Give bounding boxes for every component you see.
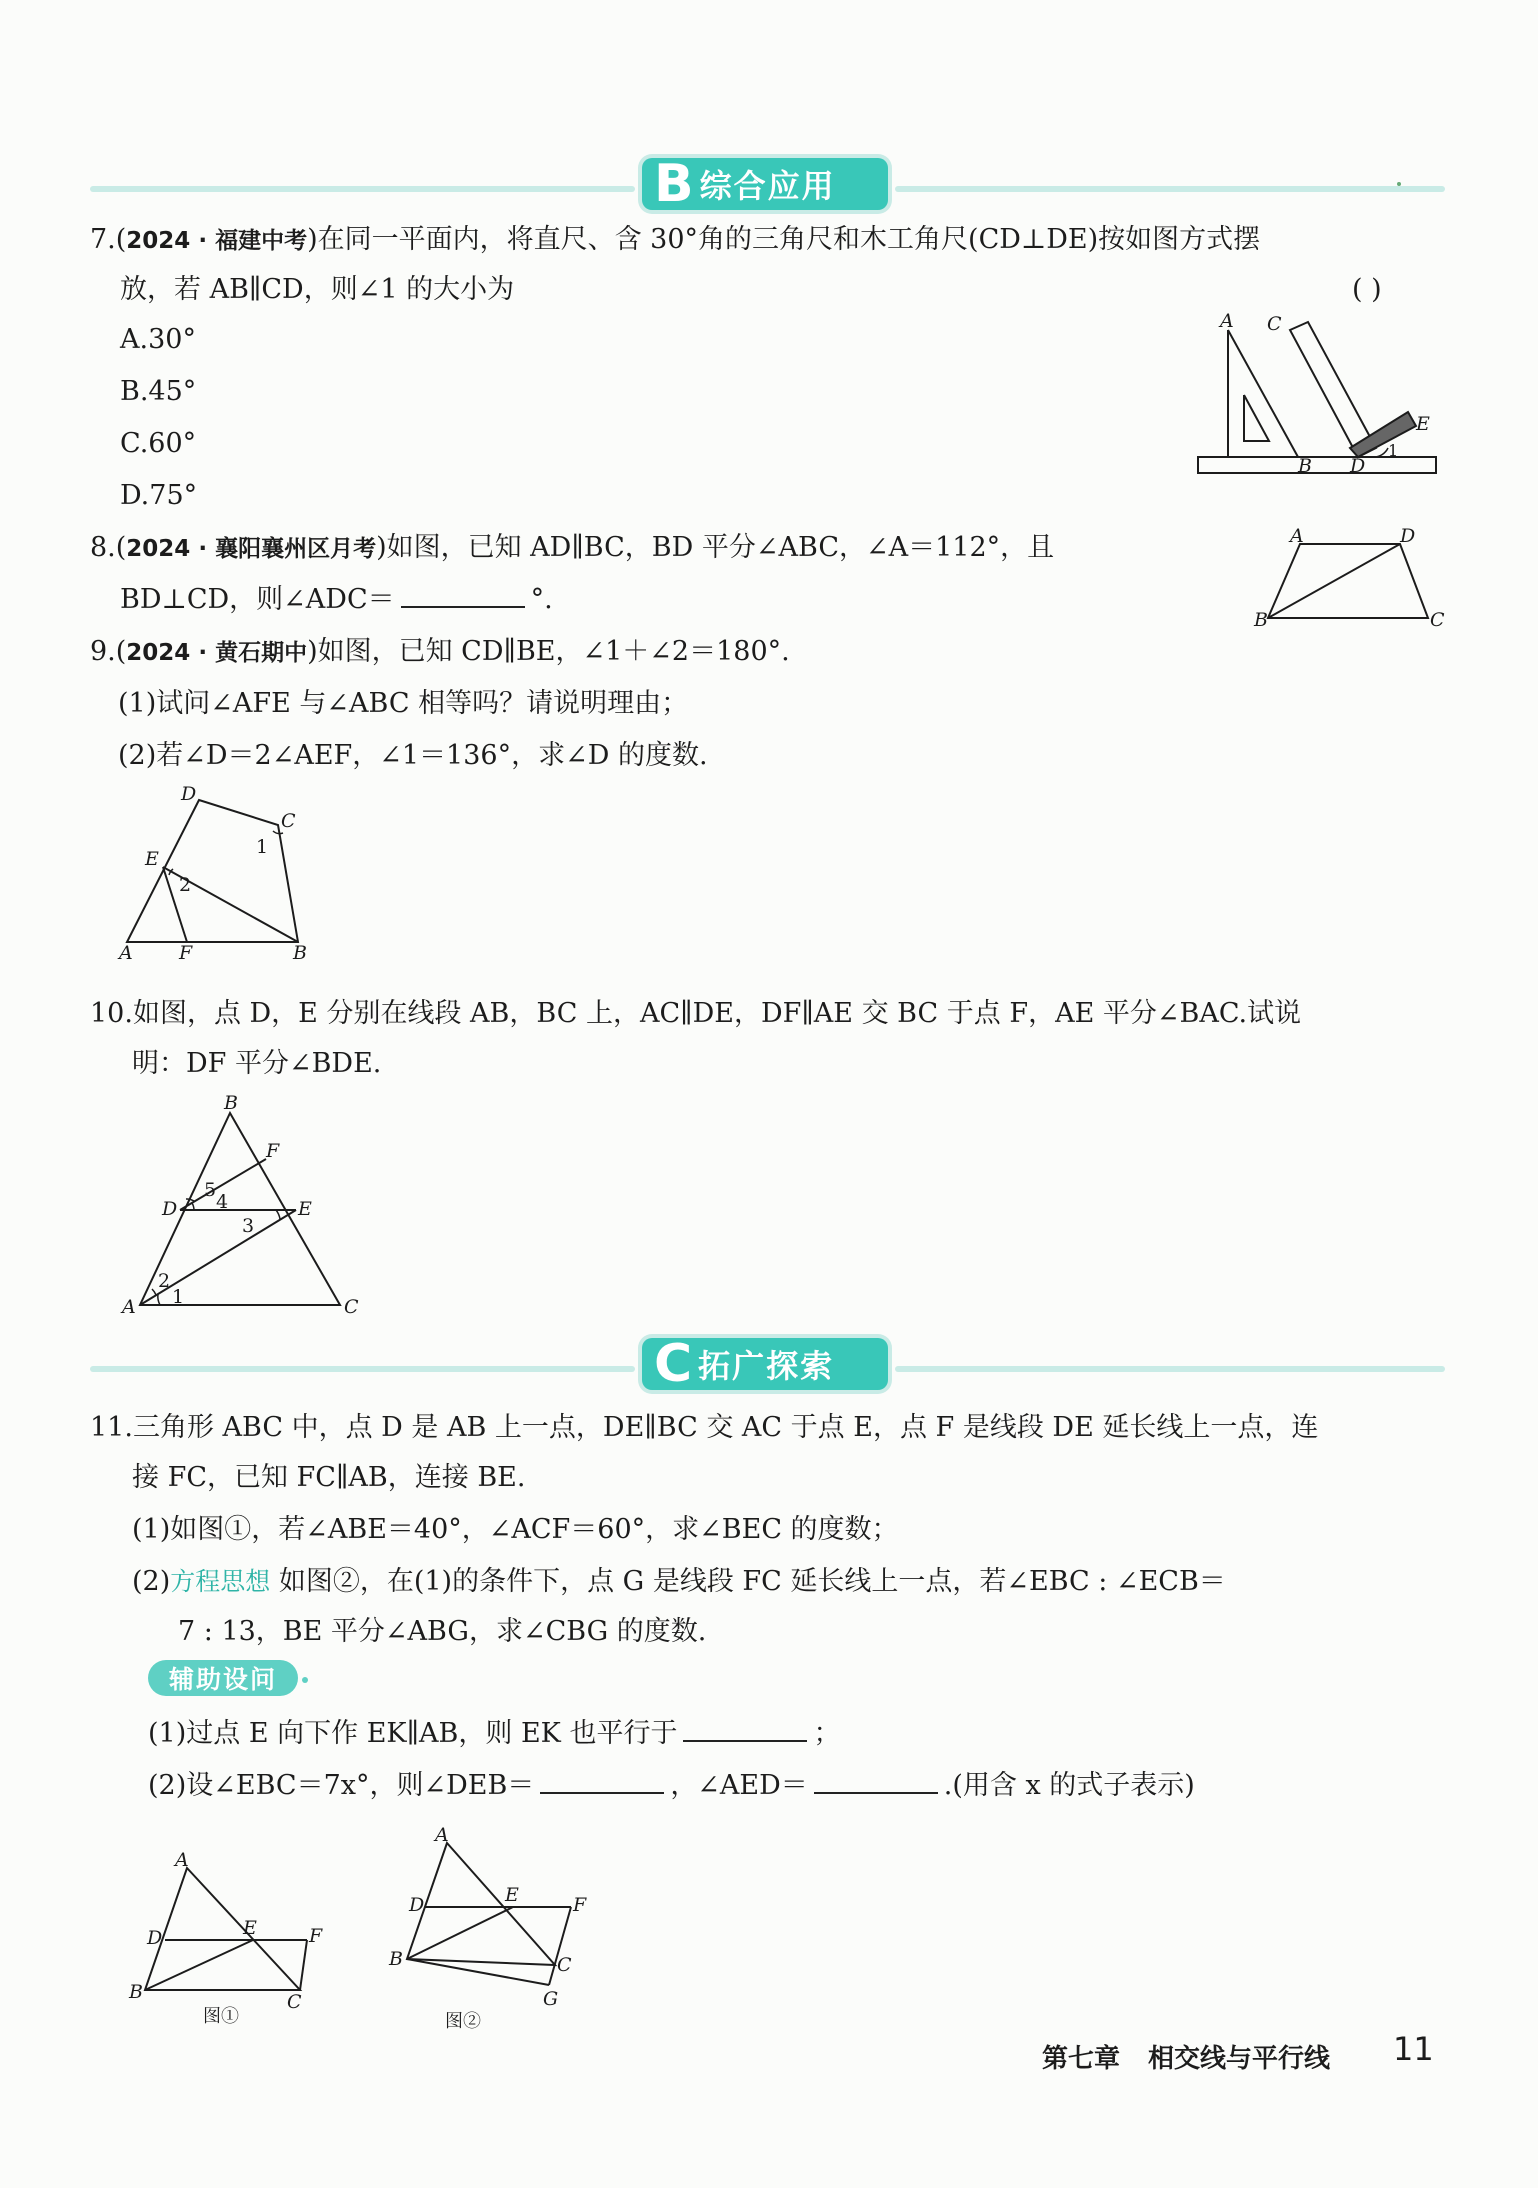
q11-figure-2: [385, 1825, 595, 2035]
fig2-caption: 图②: [445, 2011, 481, 2032]
fig2-label-e: E: [505, 1884, 519, 1906]
q10-arc-2: [152, 1289, 156, 1295]
fig1-label-e: E: [243, 1917, 257, 1939]
fig2-label-f: F: [573, 1894, 587, 1916]
q10-label-b: B: [224, 1092, 238, 1114]
q11-help2: [148, 1766, 1195, 1804]
q9-label-c: C: [281, 810, 296, 832]
footer-chapter: 第七章: [1042, 2044, 1121, 2074]
banner-rule-right: [895, 186, 1445, 192]
fig2-label-g: G: [543, 1988, 559, 2010]
q10-line1: 10.如图，点 D，E 分别在线段 AB，BC 上，AC∥DE，DF∥AE 交 BC 于点 F，AE 平分∠BAC.试说: [90, 998, 1302, 1029]
q10-label-f: F: [266, 1140, 280, 1162]
banner-c-rule-right: [895, 1366, 1445, 1372]
fig2-label-c: C: [557, 1954, 572, 1976]
fig2-label-d: D: [409, 1894, 425, 1916]
q7-option-d: D.75°: [120, 480, 198, 511]
q10-arc-3: [276, 1210, 280, 1219]
q11-help1-blank[interactable]: [683, 1714, 807, 1742]
q11-line2: 接 FC，已知 FC∥AB，连接 BE.: [132, 1462, 526, 1493]
set-square-hyp: [1228, 330, 1298, 457]
q9-label-1: 1: [256, 836, 269, 858]
q10-label-e: E: [298, 1198, 312, 1220]
q10-arc-5: [186, 1199, 194, 1201]
q7-label-d: D: [1350, 455, 1366, 477]
corner-dot: [1397, 182, 1401, 186]
q10-label-4: 4: [216, 1191, 229, 1213]
q8-line2: [120, 580, 553, 618]
q8-text1: )如图，已知 AD∥BC，BD 平分∠ABC，∠A＝112°，且: [376, 532, 1055, 563]
q7-label-b: B: [1298, 455, 1312, 477]
q8-source: 2024 · 襄阳襄州区月考: [126, 536, 377, 562]
q9-figure: [115, 783, 325, 964]
ruler: [1198, 457, 1436, 473]
page-number: 11: [1393, 2030, 1434, 2068]
q7-line1: [90, 222, 1260, 259]
q11-part2-line2: 7 : 13，BE 平分∠ABG，求∠CBG 的度数.: [178, 1616, 707, 1647]
q7-source: 2024 · 福建中考: [126, 228, 308, 254]
q9-label-e: E: [145, 848, 159, 870]
q7-line2: 放，若 AB∥CD，则∠1 的大小为: [120, 274, 515, 305]
q9-text1: )如图，已知 CD∥BE，∠1＋∠2＝180°.: [307, 636, 790, 667]
q11-line1: 11.三角形 ABC 中，点 D 是 AB 上一点，DE∥BC 交 AC 于点 E，点 F 是线段 DE 延长线上一点，连: [90, 1412, 1319, 1443]
q9-label-2: 2: [179, 874, 192, 896]
q11-part1: (1)如图①，若∠ABE＝40°，∠ACF＝60°，求∠BEC 的度数；: [132, 1514, 899, 1545]
q11-part2-num: (2): [132, 1566, 171, 1597]
fig1-caption: 图①: [203, 2006, 239, 2027]
q11-help2-blank2[interactable]: [814, 1766, 938, 1794]
q7-label-a: A: [1220, 310, 1234, 332]
q9-label-a: A: [119, 942, 133, 964]
q11-part2-text: 如图②，在(1)的条件下，点 G 是线段 FC 延长线上一点，若∠EBC : ∠ECB＝: [270, 1566, 1226, 1597]
q10-label-3: 3: [242, 1215, 255, 1237]
q8-label-c: C: [1430, 609, 1445, 631]
q10-arc-4: [192, 1203, 194, 1210]
q7-figure: [1190, 300, 1450, 485]
q11-help1-end: ；: [813, 1718, 841, 1749]
fig1-label-f: F: [309, 1925, 323, 1947]
q10-label-c: C: [344, 1296, 359, 1318]
q10-label-2: 2: [158, 1270, 171, 1292]
section-b-title: 综合应用: [699, 167, 836, 205]
q9-number: 9.(: [90, 636, 127, 667]
q9-label-f: F: [179, 942, 193, 964]
q11-help1-text: (1)过点 E 向下作 EK∥AB，则 EK 也平行于: [148, 1718, 678, 1749]
q8-number: 8.(: [90, 532, 127, 563]
q11-help2-end: .(用含 x 的式子表示): [943, 1770, 1195, 1801]
q11-method-tag: 方程思想: [170, 1567, 271, 1596]
helper-badge-dot: [302, 1677, 308, 1683]
q7-label-c: C: [1267, 313, 1282, 335]
fig1-line-fc: [300, 1940, 307, 1990]
q10-figure: [118, 1092, 378, 1320]
fig2-label-b: B: [389, 1948, 403, 1970]
q11-help2-mid: ，∠AED＝: [670, 1770, 808, 1801]
q11-part2: [132, 1564, 1226, 1600]
q11-help2-blank1[interactable]: [540, 1766, 664, 1794]
q9-part2: (2)若∠D＝2∠AEF，∠1＝136°，求∠D 的度数.: [118, 740, 708, 771]
fig1-label-b: B: [129, 1981, 143, 2003]
section-c-title: 拓广探索: [698, 1347, 835, 1385]
q9-label-d: D: [181, 783, 197, 805]
footer-title: 相交线与平行线: [1148, 2044, 1331, 2074]
q9-outline: [127, 800, 298, 942]
q9-line1: [90, 634, 790, 671]
section-c-letter: C: [654, 1334, 693, 1394]
fig2-label-a: A: [435, 1824, 449, 1846]
fig2-triangle: [407, 1843, 555, 1965]
section-b-letter: B: [654, 154, 694, 214]
q11-help1: [148, 1714, 840, 1752]
q8-label-a: A: [1290, 525, 1304, 547]
fig1-label-c: C: [287, 1991, 302, 2013]
q8-label-b: B: [1254, 609, 1268, 631]
q10-label-1: 1: [172, 1286, 185, 1308]
section-b-pill: [642, 154, 888, 214]
q7-label-1: 1: [1388, 441, 1399, 460]
q10-line2: 明：DF 平分∠BDE.: [132, 1048, 382, 1079]
carpenter-square-long: [1290, 322, 1376, 457]
section-c-pill: [642, 1334, 888, 1394]
fig1-label-d: D: [147, 1927, 163, 1949]
fig1-label-a: A: [175, 1849, 189, 1871]
q11-help2-text: (2)设∠EBC＝7x°，则∠DEB＝: [148, 1770, 535, 1801]
q7-option-b: B.45°: [120, 376, 197, 407]
section-c-banner: [90, 1330, 1445, 1400]
q9-label-b: B: [293, 942, 307, 964]
q8-degree: °.: [530, 584, 553, 615]
q11-figure-1: [125, 1850, 325, 2030]
q7-option-a: A.30°: [120, 324, 196, 355]
q7-option-c: C.60°: [120, 428, 197, 459]
q8-line1: [90, 530, 1054, 567]
q8-diagonal-bd: [1268, 544, 1400, 618]
section-b-banner: [90, 150, 1445, 220]
banner-rule-left: [90, 186, 635, 192]
set-square-inner: [1244, 395, 1269, 441]
q8-answer-blank[interactable]: [401, 580, 525, 608]
q7-number: 7.(: [90, 224, 127, 255]
q10-label-a: A: [122, 1296, 136, 1318]
fig1-triangle: [145, 1868, 300, 1990]
q8-text2: BD⊥CD，则∠ADC＝: [120, 584, 395, 615]
q8-label-d: D: [1400, 525, 1416, 547]
q7-label-e: E: [1416, 413, 1430, 435]
q10-label-d: D: [162, 1198, 178, 1220]
q7-text1: )在同一平面内，将直尺、含 30°角的三角尺和木工角尺(CD⊥DE)按如图方式摆: [307, 224, 1261, 255]
q10-arc-1: [158, 1294, 160, 1305]
angle-1-arc: [1374, 448, 1388, 457]
q10-label-5: 5: [204, 1179, 217, 1201]
q8-figure: [1250, 525, 1450, 631]
helper-questions-badge: 辅助设问: [148, 1660, 298, 1696]
q8-trapezoid: [1268, 544, 1428, 618]
q7-answer-paren: ( ): [1352, 274, 1382, 305]
q9-part1: (1)试问∠AFE 与∠ABC 相等吗？请说明理由；: [118, 688, 689, 719]
q9-source: 2024 · 黄石期中: [126, 640, 308, 666]
banner-c-rule-left: [90, 1366, 635, 1372]
